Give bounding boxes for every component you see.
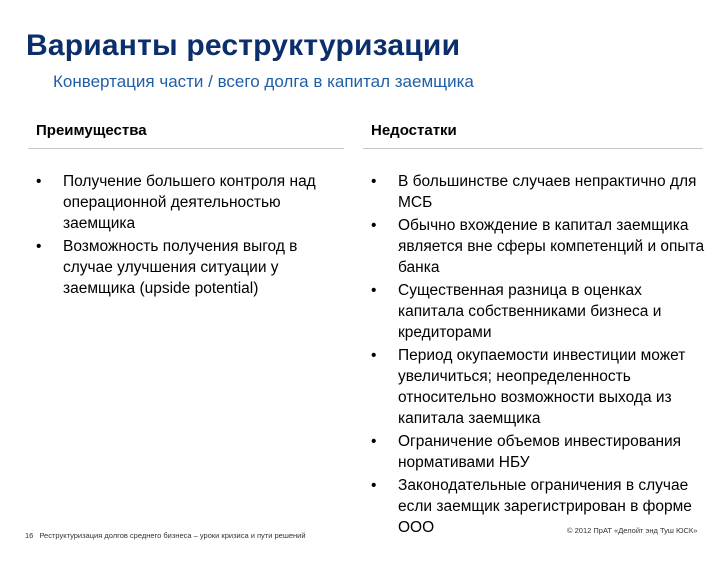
disadvantages-header: Недостатки (371, 122, 457, 139)
bullet-icon: • (36, 238, 42, 255)
advantages-divider (28, 148, 344, 149)
footer-title: Реструктуризация долгов среднего бизнеса – уроки кризиса и пути решений (39, 531, 306, 540)
footer-copyright: © 2012 ПрАТ «Делойт энд Туш ЮСК» (567, 526, 698, 535)
list-item-text: Возможность получения выгод в случае улучшения ситуации у заемщика (upside potential) (63, 238, 298, 297)
list-item (371, 280, 705, 343)
bullet-icon: • (371, 433, 377, 450)
list-item-text: Законодательные ограничения в случае если заемщик зарегистрирован в форме ООО (398, 477, 692, 536)
list-item-text: Период окупаемости инвестиции может увеличиться; неопределенность относительно возможности выхода из капитала заемщика (398, 347, 686, 427)
footer-left (25, 531, 306, 540)
list-item (371, 215, 705, 278)
list-item-text: Обычно вхождение в капитал заемщика является вне сферы компетенций и опыта банка (398, 217, 705, 276)
list-item (36, 236, 346, 299)
list-item (371, 345, 705, 429)
bullet-icon: • (371, 217, 377, 234)
list-item (371, 171, 705, 213)
list-item-text: В большинстве случаев непрактично для МСБ (398, 173, 697, 211)
page-number: 16 (25, 531, 34, 540)
list-item (36, 171, 346, 234)
bullet-icon: • (371, 477, 377, 494)
disadvantages-list (371, 171, 705, 540)
bullet-icon: • (371, 282, 377, 299)
list-item (371, 431, 705, 473)
advantages-header: Преимущества (36, 122, 147, 139)
disadvantages-divider (363, 148, 703, 149)
list-item-text: Ограничение объемов инвестирования нормативами НБУ (398, 433, 682, 471)
bullet-icon: • (371, 347, 377, 364)
list-item-text: Получение большего контроля над операционной деятельностью заемщика (63, 173, 316, 232)
bullet-icon: • (36, 173, 42, 190)
page-title: Варианты реструктуризации (26, 29, 461, 62)
bullet-icon: • (371, 173, 377, 190)
list-item-text: Существенная разница в оценках капитала собственниками бизнеса и кредиторами (398, 282, 662, 341)
page-subtitle: Конвертация части / всего долга в капитал заемщика (53, 72, 474, 91)
advantages-list (36, 171, 346, 301)
